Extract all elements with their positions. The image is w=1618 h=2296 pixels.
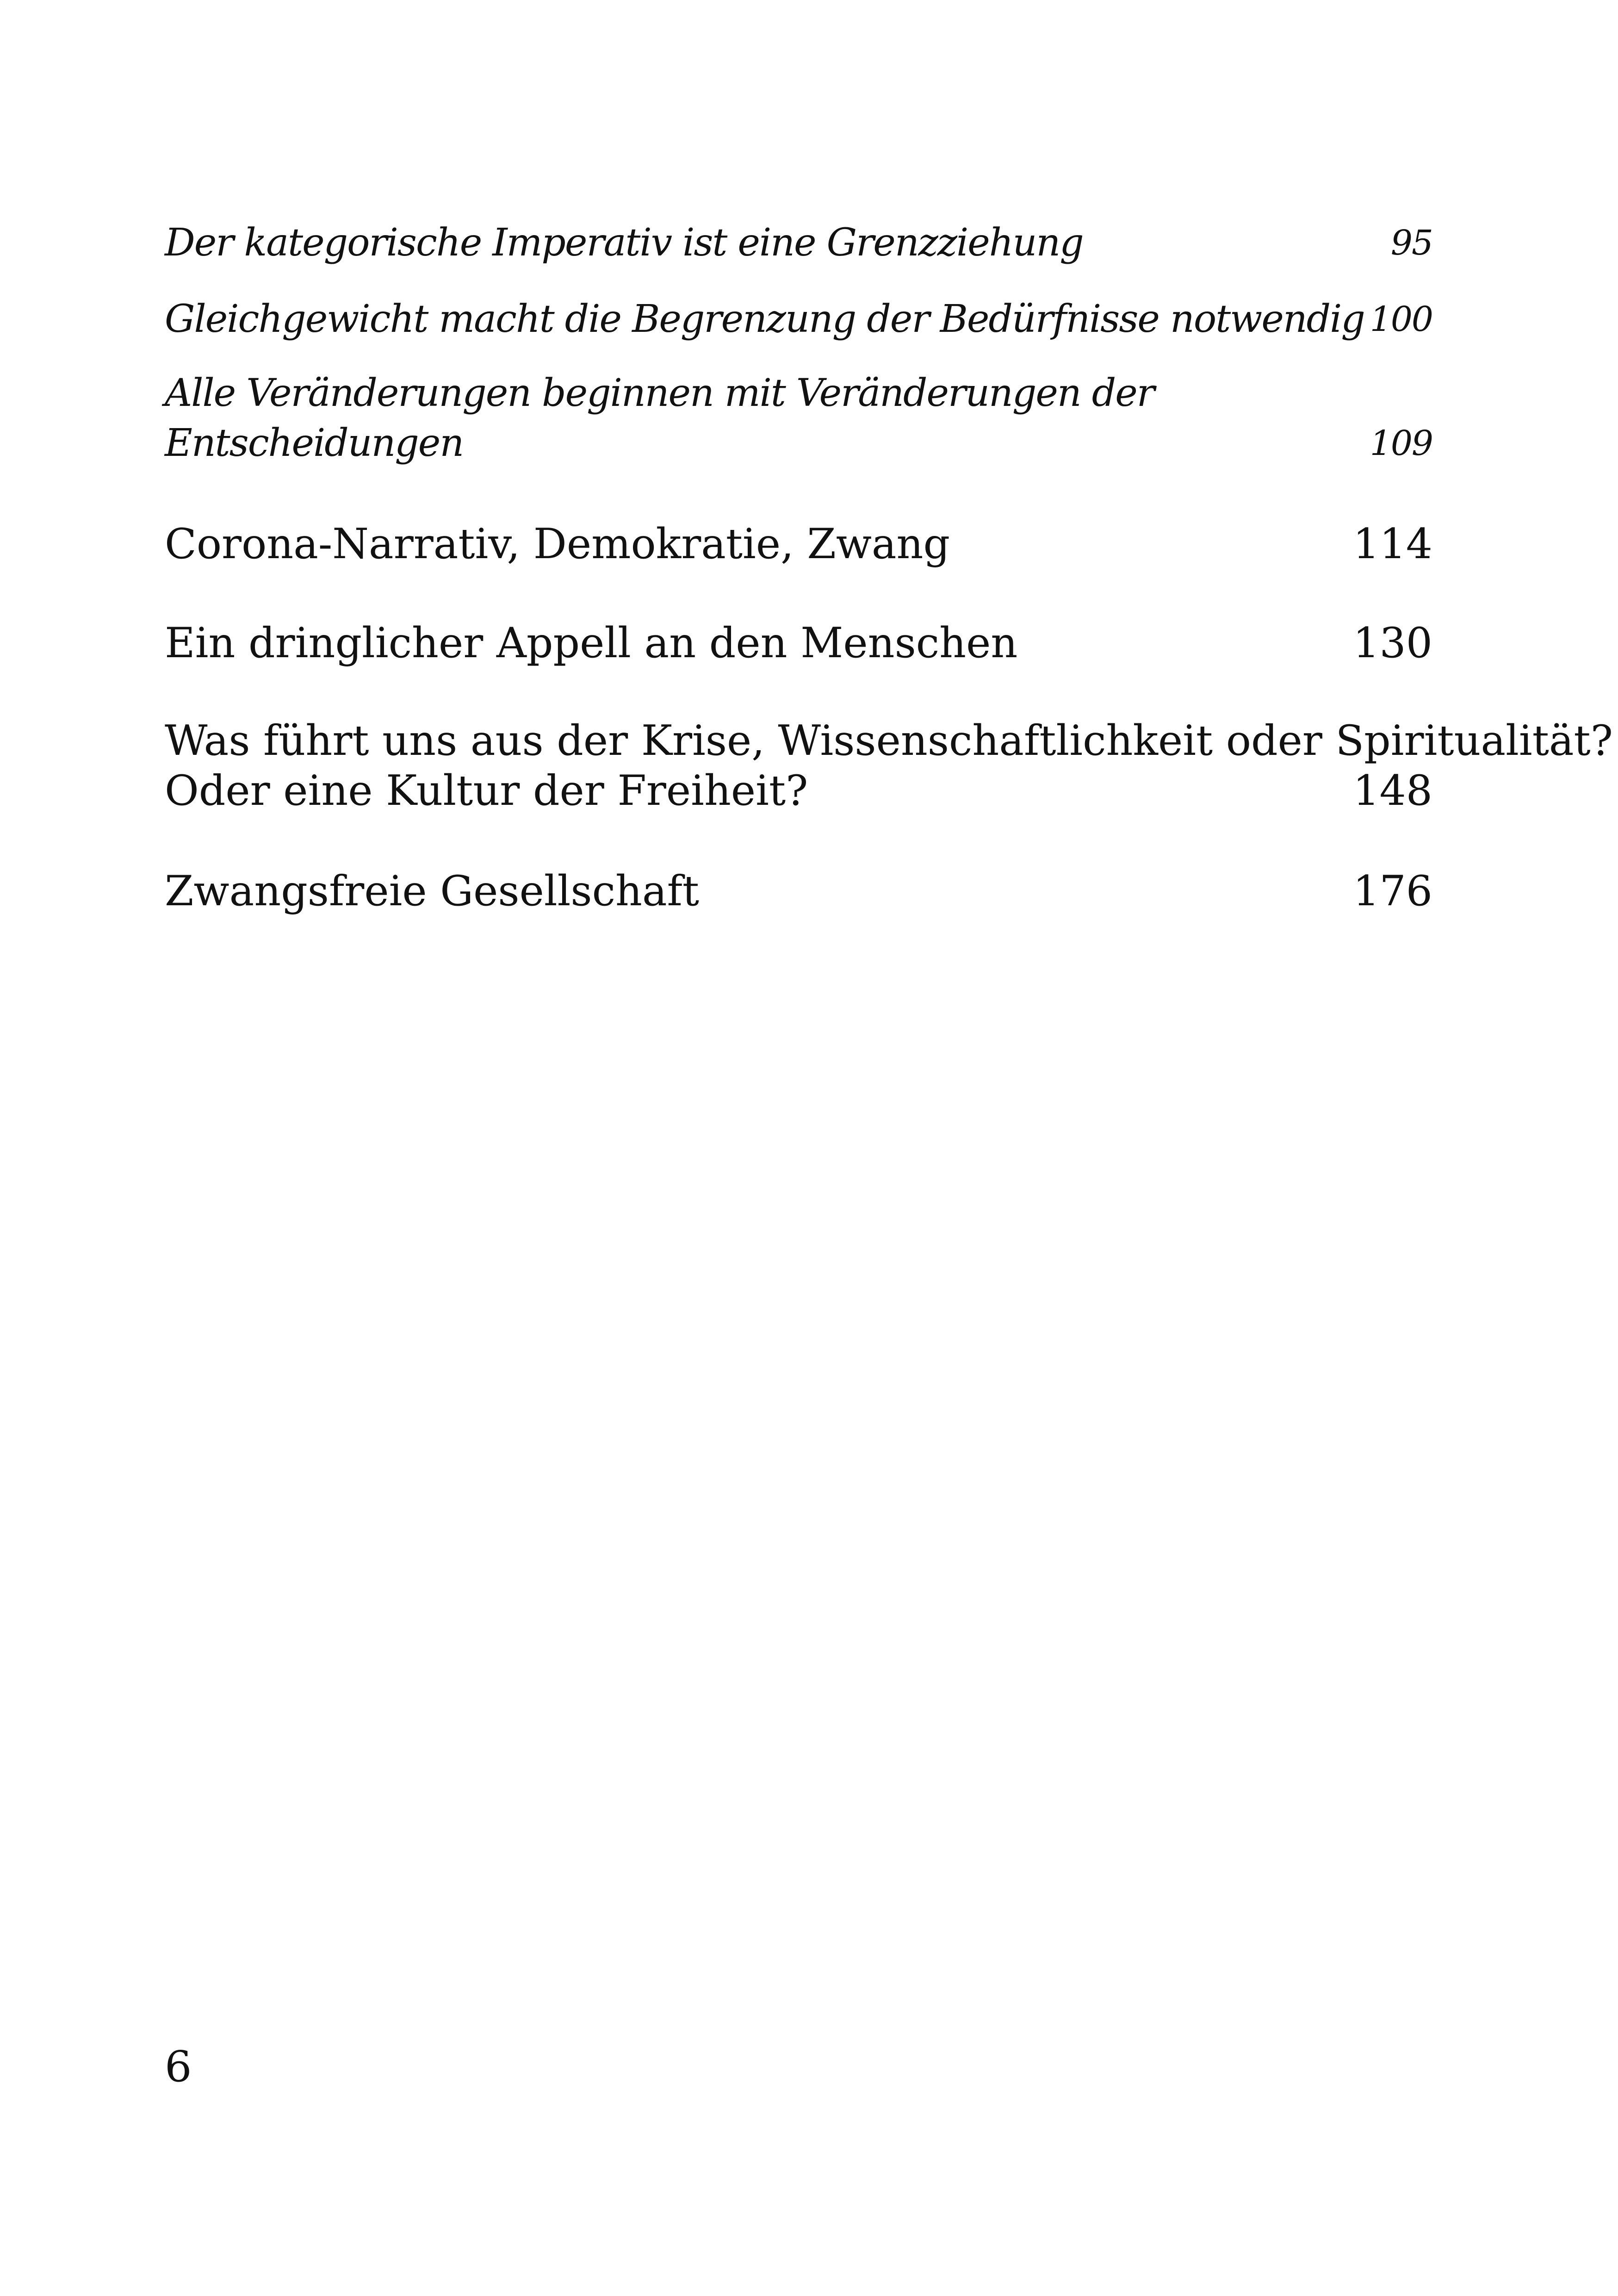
toc-entry-title: Ein dringlicher Appell an den Menschen	[165, 619, 1018, 667]
toc-entry	[165, 294, 1432, 345]
page-number: 6	[165, 2042, 192, 2091]
toc-entry-title-line-2: Oder eine Kultur der Freiheit?	[165, 766, 808, 815]
toc-entry	[165, 368, 1432, 470]
toc-entry-title-line-1: Was führt uns aus der Krise, Wissenschaftlichkeit oder Spiritualität?	[165, 716, 1613, 765]
toc-entry-title-line-1: Alle Veränderungen beginnen mit Veränderungen der	[165, 371, 1154, 415]
toc-entry	[165, 715, 1613, 819]
toc-entry-page-number: 130	[1353, 619, 1432, 667]
toc-entry-title: Der kategorische Imperativ ist eine Grenzziehung	[165, 221, 1083, 265]
toc-entry-title: Zwangsfreie Gesellschaft	[165, 867, 700, 915]
toc-entry-page-number: 114	[1353, 520, 1432, 568]
toc-entry	[165, 518, 1432, 570]
toc-entry-page-number: 109	[1370, 423, 1432, 463]
toc-entry	[165, 865, 1432, 917]
toc-entry	[165, 617, 1432, 669]
toc-entry-title: Gleichgewicht macht die Begrenzung der Bedürfnisse notwendig	[165, 297, 1364, 341]
toc-entry	[165, 218, 1432, 268]
toc-entry-page-number: 100	[1370, 299, 1432, 339]
toc-entry-page-number: 148	[1353, 766, 1432, 815]
toc-entry-title: Corona-Narrativ, Demokratie, Zwang	[165, 520, 950, 568]
toc-entry-page-number: 95	[1390, 223, 1432, 263]
toc-entry-title-line-2: Entscheidungen	[165, 421, 464, 465]
toc-entry-page-number: 176	[1353, 867, 1432, 915]
